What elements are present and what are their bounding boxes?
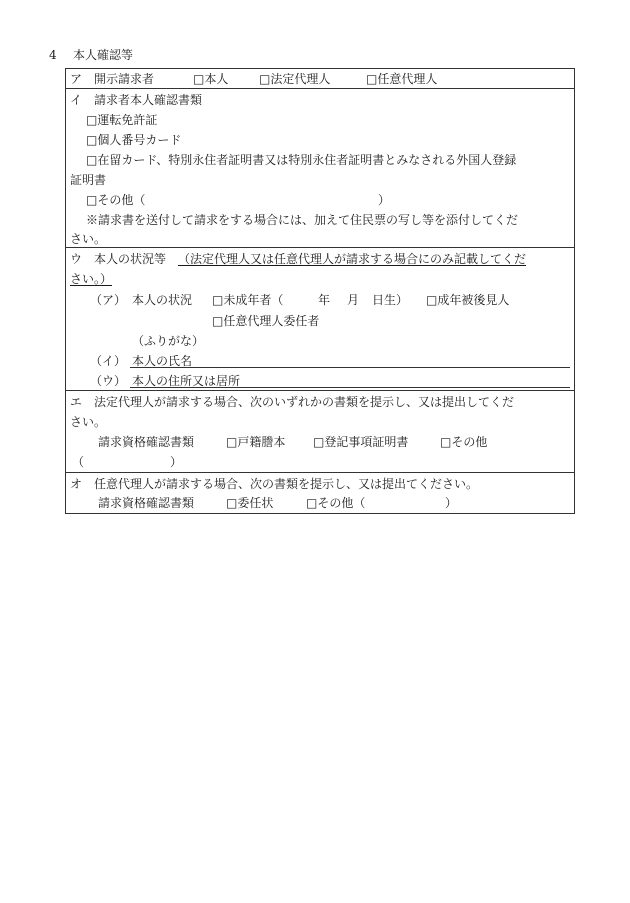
- principal-name-label: 本人の氏名: [132, 354, 193, 368]
- checkbox-other-document[interactable]: □その他（: [86, 193, 146, 207]
- checkbox-registry-certificate[interactable]: □登記事項証明書: [313, 435, 409, 449]
- checkbox-my-number-card[interactable]: □個人番号カード: [86, 133, 182, 147]
- birth-day-label: 日生）: [372, 293, 409, 307]
- voluntary-agent-instruction: オ 任意代理人が請求する場合、次の書類を提示し、又は提出てください。: [70, 477, 479, 491]
- row-divider: [65, 247, 575, 248]
- legal-agent-instruction-continuation: さい。: [70, 415, 107, 429]
- principal-status-label: ウ 本人の状況等: [70, 252, 167, 266]
- legal-agent-docs-label: 請求資格確認書類: [98, 435, 195, 449]
- checkbox-minor[interactable]: □未成年者（: [212, 293, 284, 307]
- sub-item-marker-u: （ウ）: [90, 374, 127, 388]
- other-document-close: ）: [378, 193, 391, 207]
- checkbox-voluntary-other[interactable]: □その他（: [306, 496, 366, 510]
- principal-status-note: （法定代理人又は任意代理人が請求する場合にのみ記載してくだ: [178, 252, 527, 266]
- checkbox-drivers-license[interactable]: □運転免許証: [86, 113, 158, 127]
- residence-card-continuation: 証明書: [70, 173, 107, 187]
- checkbox-adult-ward[interactable]: □成年被後見人: [426, 293, 510, 307]
- id-documents-label: イ 請求者本人確認書類: [70, 93, 203, 107]
- checkbox-self[interactable]: □本人: [193, 72, 229, 86]
- principal-address-label: 本人の住所又は居所: [132, 374, 241, 388]
- voluntary-other-close: ）: [445, 496, 458, 510]
- legal-other-open: （: [72, 455, 85, 469]
- section-number: 4: [49, 48, 57, 62]
- sub-item-marker-i: （イ）: [90, 354, 127, 368]
- furigana-label: （ふりがな）: [132, 334, 205, 348]
- sub-item-marker-a: （ア）: [90, 293, 127, 307]
- checkbox-family-register[interactable]: □戸籍謄本: [226, 435, 286, 449]
- requester-type-label: ア 開示請求者: [70, 72, 155, 86]
- row-divider: [65, 472, 575, 473]
- row-divider: [65, 390, 575, 391]
- mail-request-note: ※請求書を送付して請求をする場合には、加えて住民票の写し等を添付してくだ: [86, 213, 519, 227]
- checkbox-principal-of-agent[interactable]: □任意代理人委任者: [212, 314, 320, 328]
- principal-name-field[interactable]: [130, 367, 570, 368]
- birth-month-label: 月: [347, 293, 360, 307]
- checkbox-power-of-attorney[interactable]: □委任状: [226, 496, 274, 510]
- principal-condition-label: 本人の状況: [132, 293, 193, 307]
- mail-request-note-continuation: さい。: [70, 232, 107, 246]
- row-divider: [65, 88, 575, 89]
- voluntary-agent-docs-label: 請求資格確認書類: [98, 496, 195, 510]
- principal-address-field[interactable]: [130, 387, 570, 388]
- checkbox-legal-agent[interactable]: □法定代理人: [259, 72, 331, 86]
- legal-agent-instruction: エ 法定代理人が請求する場合、次のいずれかの書類を提示し、又は提出してくだ: [70, 395, 515, 409]
- checkbox-residence-card[interactable]: □在留カード、特別永住者証明書又は特別永住者証明書とみなされる外国人登録: [86, 153, 517, 167]
- checkbox-voluntary-agent[interactable]: □任意代理人: [366, 72, 438, 86]
- principal-status-note-continuation: さい。）: [70, 272, 113, 286]
- section-title: 本人確認等: [73, 48, 134, 62]
- birth-year-label: 年: [318, 293, 331, 307]
- legal-other-close: ）: [170, 455, 183, 469]
- checkbox-legal-other[interactable]: □その他: [440, 435, 488, 449]
